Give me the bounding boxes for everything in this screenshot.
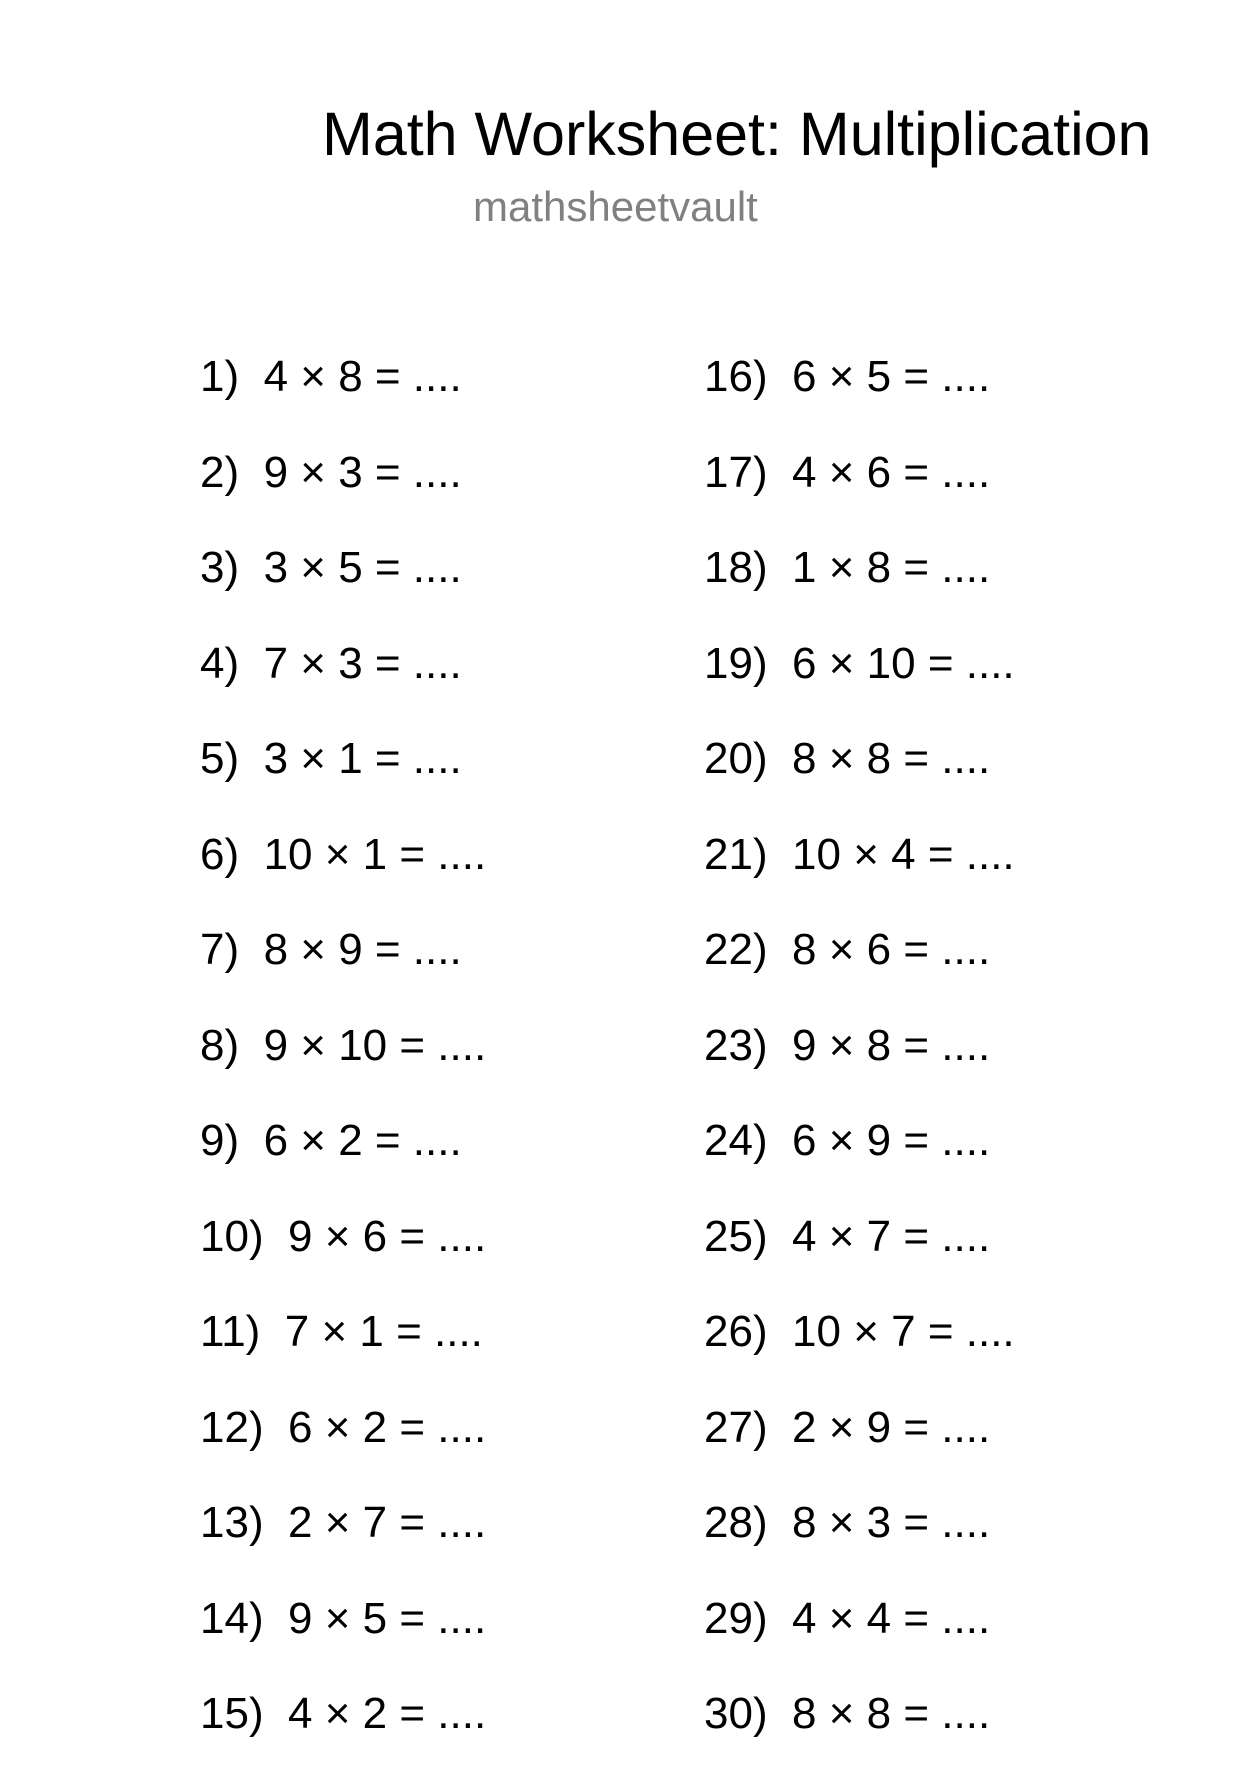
problem-number: 12) <box>200 1402 264 1452</box>
page-title: Math Worksheet: Multiplication <box>322 100 1152 168</box>
problem-expression: 7 × 1 = .... <box>284 1307 483 1356</box>
site-watermark: mathsheetvault <box>473 183 758 230</box>
problem-expression: 9 × 10 = .... <box>263 1020 487 1070</box>
problem-expression: 3 × 1 = .... <box>263 734 462 783</box>
problem-item <box>200 1398 486 1494</box>
problem-expression: 6 × 2 = .... <box>263 1116 462 1165</box>
problem-number: 21) <box>704 829 768 879</box>
problem-expression: 8 × 9 = .... <box>263 925 462 974</box>
problem-number: 1) <box>200 352 240 401</box>
problem-number: 2) <box>200 447 240 497</box>
problem-item <box>200 347 486 443</box>
problem-item <box>200 729 486 825</box>
problem-item <box>704 1398 1015 1494</box>
problem-item <box>704 1016 1015 1112</box>
problem-item <box>200 1589 486 1685</box>
problem-item <box>704 347 1015 443</box>
problem-item <box>704 729 1015 825</box>
problem-expression: 7 × 3 = .... <box>263 638 462 688</box>
problem-item <box>704 443 1015 539</box>
problem-item <box>200 1207 486 1303</box>
problem-number: 11) <box>200 1307 261 1356</box>
problem-expression: 6 × 2 = .... <box>288 1402 487 1452</box>
problem-item <box>200 1684 486 1780</box>
problem-item <box>704 1493 1015 1589</box>
problem-expression: 10 × 7 = .... <box>792 1307 1015 1356</box>
problem-number: 17) <box>704 447 768 497</box>
problem-expression: 3 × 5 = .... <box>263 543 462 592</box>
problem-number: 18) <box>704 543 768 592</box>
problem-expression: 2 × 9 = .... <box>792 1402 991 1452</box>
problem-expression: 9 × 6 = .... <box>288 1211 487 1261</box>
problem-item <box>704 1302 1015 1398</box>
problem-item <box>200 634 486 730</box>
problem-expression: 10 × 4 = .... <box>792 829 1015 879</box>
problem-expression: 8 × 8 = .... <box>792 1689 991 1738</box>
problem-number: 20) <box>704 734 768 783</box>
problem-item <box>704 634 1015 730</box>
problem-expression: 9 × 8 = .... <box>792 1020 991 1070</box>
problem-expression: 9 × 5 = .... <box>288 1593 487 1643</box>
problem-number: 14) <box>200 1593 264 1643</box>
problem-number: 5) <box>200 734 240 783</box>
problem-number: 13) <box>200 1498 264 1547</box>
problem-item <box>704 1589 1015 1685</box>
problem-expression: 4 × 7 = .... <box>792 1211 991 1261</box>
problem-item <box>200 538 486 634</box>
problem-expression: 1 × 8 = .... <box>792 543 991 592</box>
problem-expression: 8 × 6 = .... <box>792 925 991 974</box>
problem-number: 25) <box>704 1211 768 1261</box>
problem-item <box>200 825 486 921</box>
problem-number: 4) <box>200 638 240 688</box>
problem-item <box>200 920 486 1016</box>
problem-item <box>200 1302 486 1398</box>
problem-expression: 9 × 3 = .... <box>263 447 462 497</box>
problem-item <box>200 443 486 539</box>
problem-number: 9) <box>200 1116 240 1165</box>
problem-number: 22) <box>704 925 768 974</box>
problem-item <box>200 1111 486 1207</box>
problem-number: 29) <box>704 1593 768 1643</box>
problem-item <box>704 538 1015 634</box>
problem-item <box>200 1016 486 1112</box>
problem-number: 7) <box>200 925 240 974</box>
problem-expression: 8 × 3 = .... <box>792 1498 991 1547</box>
problem-number: 27) <box>704 1402 768 1452</box>
problem-item <box>704 1111 1015 1207</box>
problem-number: 30) <box>704 1689 768 1738</box>
problem-item <box>200 1493 486 1589</box>
problem-expression: 4 × 4 = .... <box>792 1593 991 1643</box>
problem-number: 23) <box>704 1020 768 1070</box>
problem-number: 16) <box>704 352 768 401</box>
problem-expression: 6 × 10 = .... <box>792 638 1015 688</box>
problem-expression: 6 × 5 = .... <box>792 352 991 401</box>
problem-expression: 4 × 6 = .... <box>792 447 991 497</box>
problem-expression: 8 × 8 = .... <box>792 734 991 783</box>
problem-number: 6) <box>200 829 240 879</box>
problem-expression: 4 × 2 = .... <box>288 1689 487 1738</box>
problem-number: 19) <box>704 638 768 688</box>
problem-number: 10) <box>200 1211 264 1261</box>
problem-number: 15) <box>200 1689 264 1738</box>
problem-expression: 6 × 9 = .... <box>792 1116 991 1165</box>
problem-expression: 10 × 1 = .... <box>263 829 487 879</box>
problem-number: 8) <box>200 1020 240 1070</box>
problem-expression: 2 × 7 = .... <box>288 1498 487 1547</box>
problem-item <box>704 1684 1015 1780</box>
problem-column-right <box>704 347 1015 1780</box>
problem-item <box>704 1207 1015 1303</box>
problem-expression: 4 × 8 = .... <box>263 352 462 401</box>
problem-item <box>704 920 1015 1016</box>
problem-number: 3) <box>200 543 240 592</box>
problem-column-left <box>200 347 486 1780</box>
problem-number: 28) <box>704 1498 768 1547</box>
problem-number: 24) <box>704 1116 768 1165</box>
problem-item <box>704 825 1015 921</box>
problem-number: 26) <box>704 1307 768 1356</box>
